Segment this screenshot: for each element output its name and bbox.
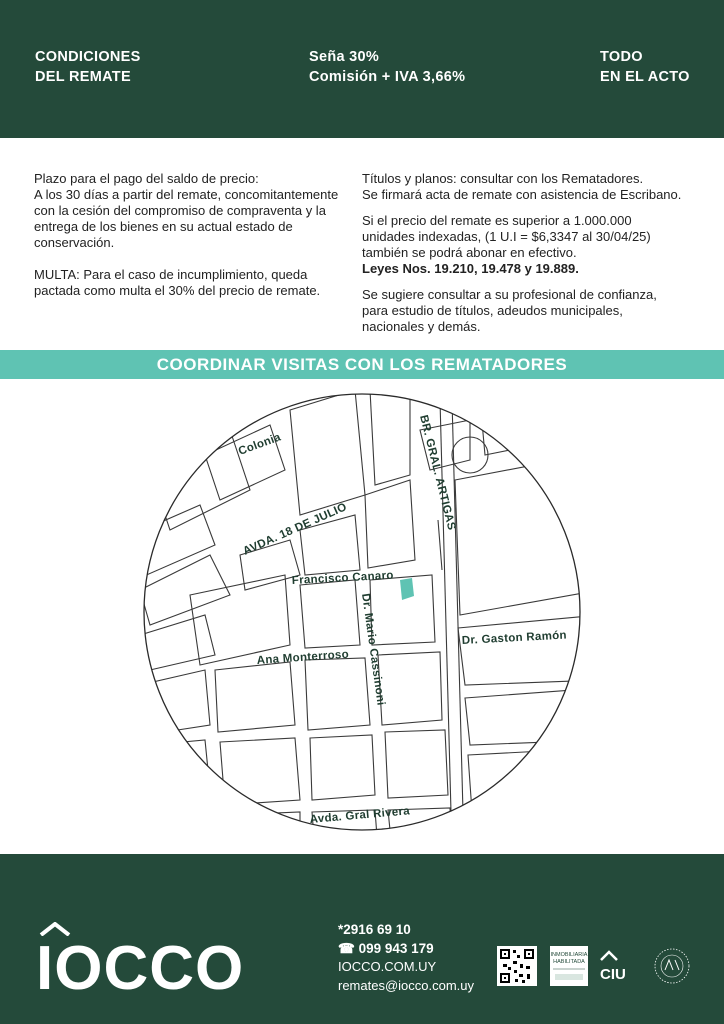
street-monterroso: Ana Monterroso [256, 648, 350, 667]
brand-logo: IOCCO [36, 934, 245, 1003]
svg-text:CIU: CIU [600, 966, 626, 983]
street-gaston: Dr. Gaston Ramón [461, 629, 568, 647]
svg-text:INMOBILIARIA: INMOBILIARIA [550, 952, 588, 958]
street-colonia: Colonia [236, 431, 283, 458]
street-avda-18: AVDA. 18 DE JULIO [241, 501, 349, 558]
property-marker [400, 578, 414, 600]
header-band [0, 0, 724, 138]
visits-banner: COORDINAR VISITAS CON LOS REMATADORES [0, 350, 724, 379]
qr-code-icon [497, 946, 537, 986]
street-cassinoni: Dr. Mario Cassinoni [359, 592, 387, 707]
terms-right: Títulos y planos: consultar con los Rematadores. Se firmará acta de remate con asistencia de Escribano. Si el precio del remate es superior a 1.000.000 unidades indexadas, (1 U.I = $6,3347 al 30/04/25) también se podrá abonar en efectivo. Leyes Nos. 19.210, 19.478 y 19.889. Se sugiere consultar a su profesional de confianza, para estudio de títulos, adeudos municipales, nacionales y demás. [362, 171, 682, 334]
penalty-text: MULTA: Para el caso de incumplimiento, queda [34, 267, 308, 282]
svg-text:HABILITADA: HABILITADA [553, 959, 585, 965]
laws-text: Leyes Nos. 19.210, 19.478 y 19.889. [362, 261, 579, 276]
phone-number[interactable]: *2916 69 10 [338, 922, 411, 937]
ciu-logo [600, 952, 626, 983]
camara-inmobiliaria-seal-icon [655, 949, 689, 983]
street-rivera: Avda. Gral Rivera [309, 805, 411, 826]
payment-term-title: Plazo para el pago del saldo de precio: [34, 171, 259, 186]
whatsapp-icon: ☎ [338, 940, 355, 956]
badges-row [497, 946, 697, 988]
email-link[interactable]: remates@iocco.com.uy [338, 977, 475, 993]
website-link[interactable]: IOCCO.COM.UY [338, 959, 437, 974]
street-canaro: Francisco Canaro [291, 569, 394, 587]
location-map [0, 380, 724, 854]
inmobiliaria-habilitada-badge [550, 946, 588, 986]
conditions-title: CONDICIONES DEL REMATE [35, 49, 141, 85]
contact-info [338, 921, 474, 995]
map-svg [0, 380, 724, 854]
terms-left: Plazo para el pago del saldo de precio: A los 30 días a partir del remate, concomitantemente con la cesión del compromiso de compraventa y la entrega de los bienes en su actual estado de conservación. MULTA: Para el caso de incumplimiento, queda pactada como multa el 30% del precio de remate. [34, 171, 359, 299]
fees-info: Seña 30% Comisión + IVA 3,66% [309, 49, 466, 85]
badges-svg [497, 946, 697, 988]
footer-band [0, 854, 724, 1024]
street-artigas: BR. GRAL. ARTIGAS [417, 413, 458, 532]
map-blocks [120, 385, 600, 850]
payment-info: TODO EN EL ACTO [600, 49, 690, 85]
whatsapp-line[interactable]: ☎ 099 943 179 [338, 940, 434, 956]
